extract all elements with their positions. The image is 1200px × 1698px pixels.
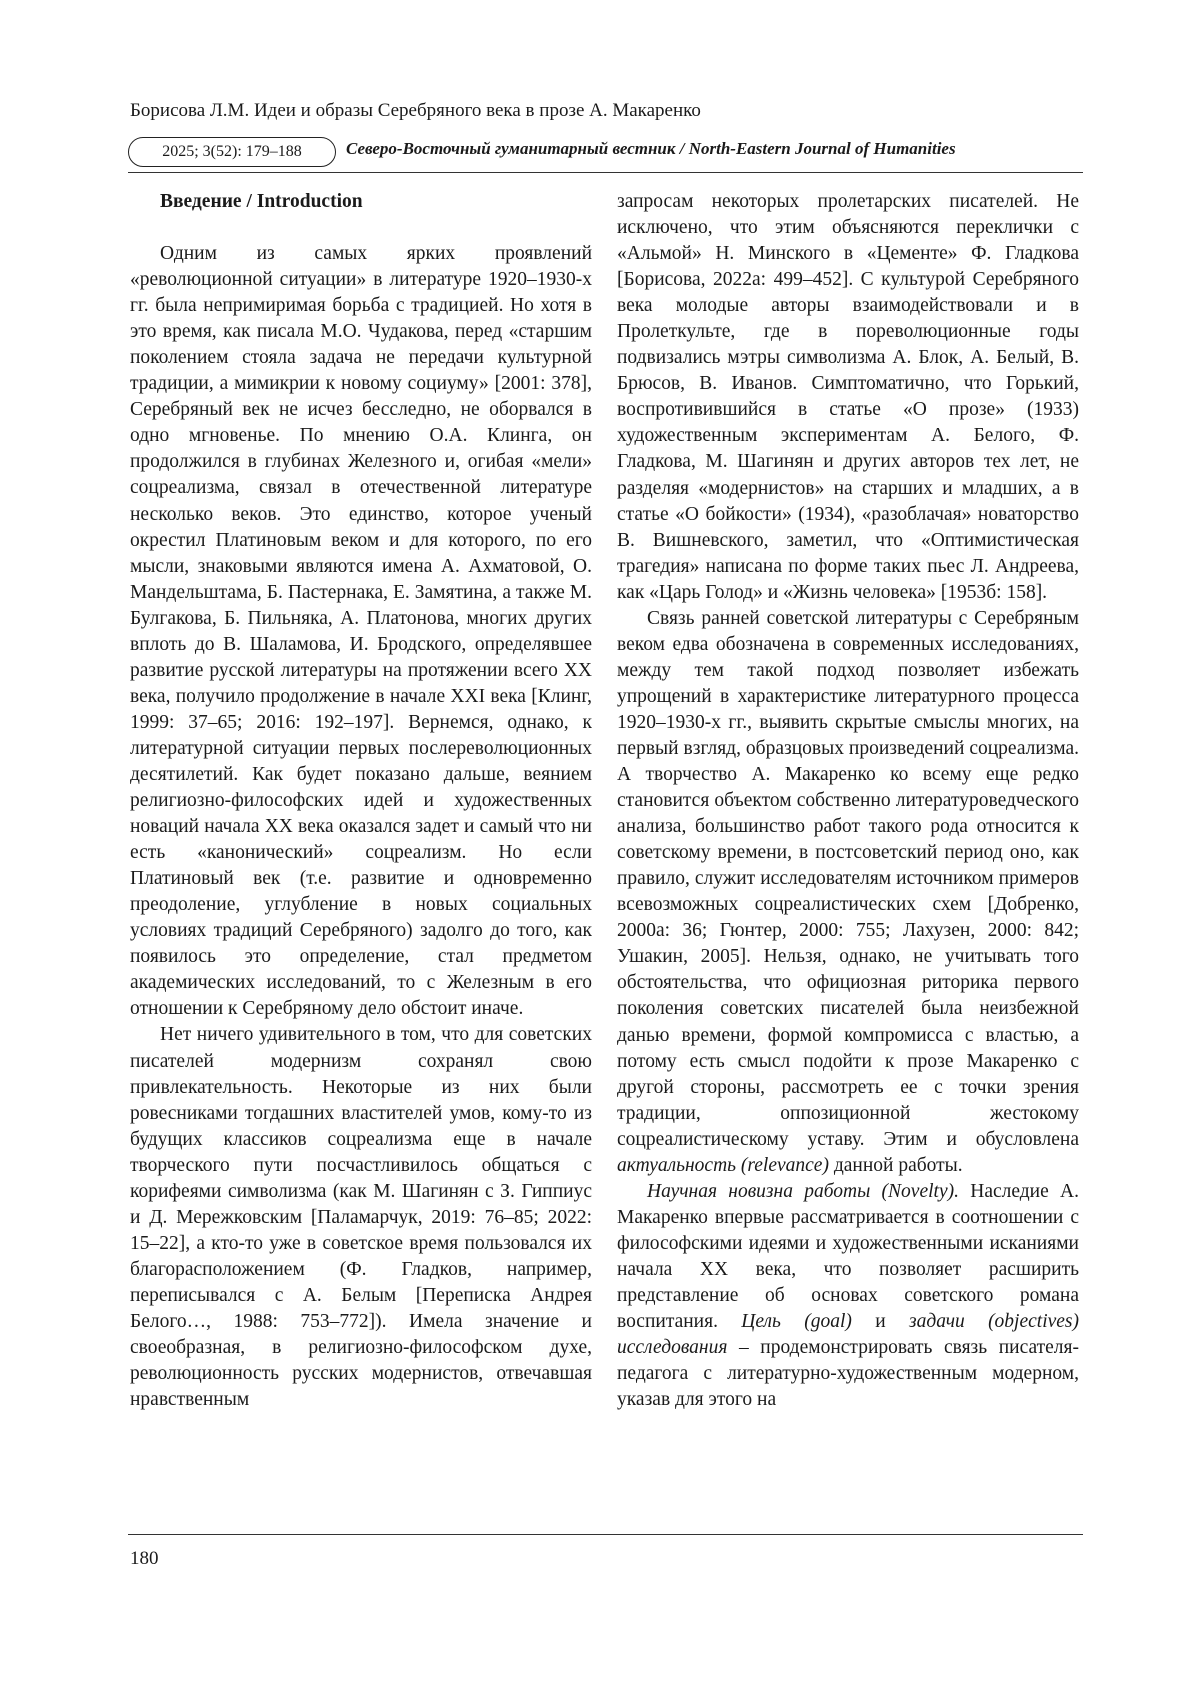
issue-badge: 2025; 3(52): 179–188	[128, 137, 336, 167]
left-column	[130, 189, 592, 1413]
journal-title: Северо-Восточный гуманитарный вестник / North-Eastern Journal of Humanities	[346, 139, 956, 158]
text-run: Наследие А. Макаренко впервые рассматривается в соотношении с философскими идеями и художественными исканиями начала XX века, что позволяет расширить представление об основах советского романа воспитания.	[617, 1180, 1079, 1333]
paragraph: Одним из самых ярких проявлений «революционной ситуации» в литературе 1920–1930-х гг. была непримиримая борьба с традицией. Но хотя в это время, как писала М.О. Чудакова, перед «старшим поколением стояла задача не передачи культурной традиции, а мимикрии к новому социуму» [2001: 378], Серебряный век не исчез бесследно, не оборвался в одно мгновенье. По мнению О.А. Клинга, он продолжился в глубинах Железного и, огибая «мели» соцреализма, связал в отечественной литературе несколько веков. Это единство, которое ученый окрестил Платиновым веком и для которого, по его мысли, знаковыми являются имена А. Ахматовой, О. Мандельштама, Б. Пастернака, Е. Замятина, а также М. Булгакова, Б. Пильняка, А. Платонова, многих других вплоть до В. Шаламова, И. Бродского, определявшее развитие русской литературы на протяжении всего XX века, получило продолжение в начале XXI века [Клинг, 1999: 37–65; 2016: 192–197]. Вернемся, однако, к литературной ситуации первых послереволюционных десятилетий. Как будет показано дальше, веянием религиозно-философских идей и художественных новаций начала XX века оказался задет и самый что ни есть «канонический» соцреализм. Но если Платиновый век (т.е. развитие и одновременно преодоление, углубление в новых социальных условиях традиций Серебряного) задолго до того, как появилось это определение, стал предметом академических исследований, то с Железным в его отношении к Серебряному дело обстоит иначе.	[130, 243, 592, 1020]
emphasis-relevance: актуальность (relevance)	[617, 1154, 829, 1176]
text-run: и	[851, 1311, 909, 1333]
text-run: – продемонстрировать связь писателя-педагога с литературно-художественным модерном, указав для этого на	[617, 1337, 1079, 1411]
emphasis-objectives: задачи (objectives) исследования	[617, 1311, 1080, 1359]
footer-rule	[128, 1534, 1083, 1535]
page-number: 180	[130, 1548, 159, 1569]
paragraph: Нет ничего удивительного в том, что для советских писателей модернизм сохранял свою привлекательность. Некоторые из них были ровесниками тогдашних властителей умов, кому-то из будущих классиков соцреализма еще в начале творческого пути посчастливилось общаться с корифеями символизма (как М. Шагинян с З. Гиппиус и Д. Мережковским [Паламарчук, 2019: 76–85; 2022: 15–22], а кто-то уже в советское время пользовался их благорасположением (Ф. Гладков, например, переписывался с А. Белым [Переписка Андрея Белого…, 1988: 753–772]). Имела значение и своеобразная, в религиозно-философском духе, революционность русских модернистов, отвечавшая нравственным	[130, 1024, 592, 1411]
paragraph-continued: запросам некоторых пролетарских писателей. Не исключено, что этим объясняются переклички с «Альмой» Н. Минского в «Цементе» Ф. Гладкова [Борисова, 2022а: 499–452]. С культурой Серебряного века молодые авторы взаимодействовали и в Пролеткульте, где в пореволюционные годы подвизались мэтры символизма А. Блок, А. Белый, В. Брюсов, В. Иванов. Симптоматично, что Горький, воспротивившийся в статье «О прозе» (1933) художественным экспериментам А. Белого, Ф. Гладкова, М. Шагинян и других авторов тех лет, не разделяя «модернистов» на старших и младших, а в статье «О бойкости» (1934), «разоблачая» новаторство В. Вишневского, заметил, что «Оптимистическая трагедия» написана по форме таких пьес Л. Андреева, как «Царь Голод» и «Жизнь человека» [1953б: 158].	[617, 191, 1079, 603]
emphasis-novelty: Научная новизна работы (Novelty).	[647, 1180, 959, 1202]
paragraph	[617, 606, 1079, 1179]
journal-meta	[128, 137, 1083, 169]
section-heading: Введение / Introduction	[160, 191, 363, 212]
running-head: Борисова Л.М. Идеи и образы Серебряного века в прозе А. Макаренко	[130, 100, 701, 121]
right-column	[617, 189, 1079, 1413]
paragraph	[617, 1179, 1079, 1413]
text-run: данной работы.	[828, 1154, 963, 1176]
emphasis-goal: Цель (goal)	[741, 1311, 852, 1333]
header-rule	[128, 172, 1083, 173]
text-run: Связь ранней советской литературы с Серебряным веком едва обозначена в современных исследованиях, между тем такой подход позволяет избежать упрощений в характеристике литературного процесса 1920–1930-х гг., выявить скрытые смыслы многих, на первый взгляд, образцовых произведений соцреализма. А творчество А. Макаренко ко всему еще редко становится объектом собственно литературоведческого анализа, большинство работ такого рода относится к советскому времени, в постсоветский период оно, как правило, служит исследователям источником примеров всевозможных соцреалистических схем [Добренко, 2000а: 36; Гюнтер, 2000: 755; Лахузен, 2000: 842; Ушакин, 2005]. Нельзя, однако, не учитывать того обстоятельства, что официозная риторика первого поколения советских писателей была неизбежной данью времени, формой компромисса с властью, а потому есть смысл подойти к прозе Макаренко с другой стороны, рассмотреть ее с точки зрения традиции, оппозиционной жестокому соцреалистическому уставу. Этим и обусловлена	[617, 607, 1079, 1150]
